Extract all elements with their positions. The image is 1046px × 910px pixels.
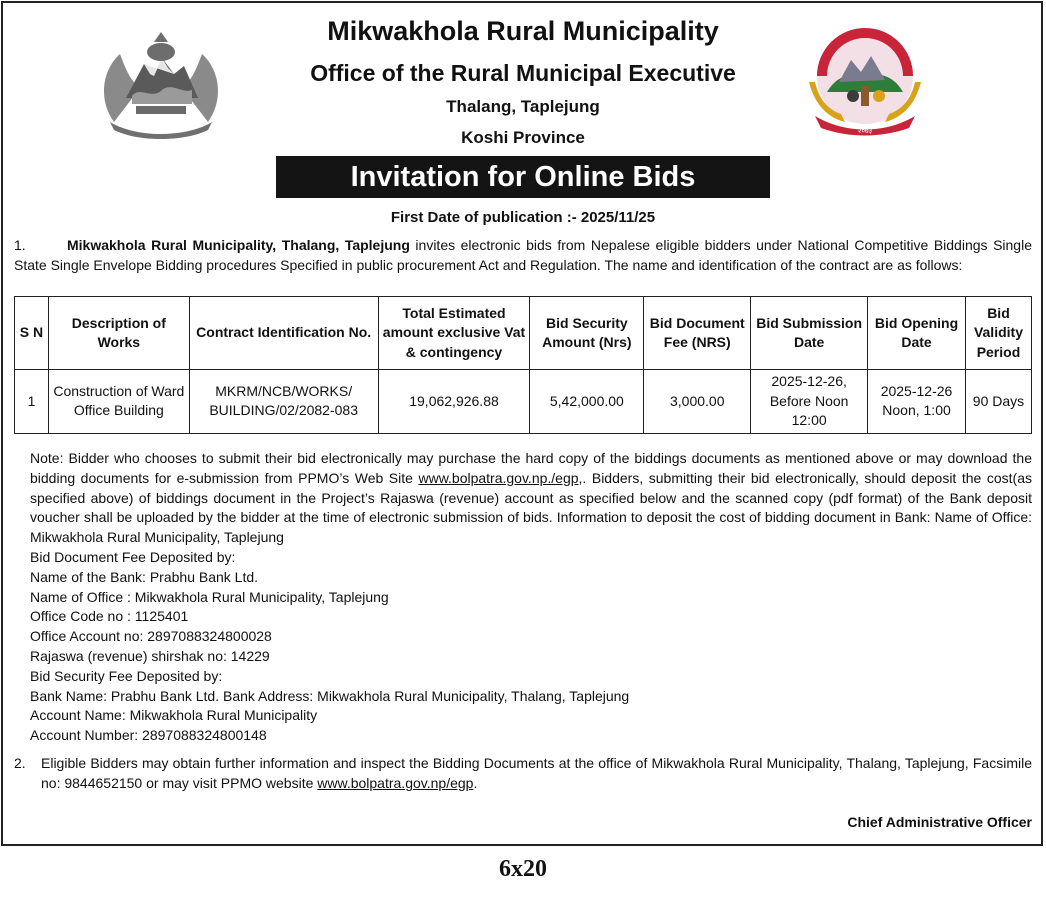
paragraph-2-text [41,753,1032,793]
deposit-line: Office Code no : 1125401 [30,608,189,625]
deposit-line: Account Number: 2897088324800148 [30,727,267,744]
table-header-row [15,297,1032,370]
deposit-line: Bid Document Fee Deposited by: [30,548,236,565]
cell-description: Construction of Ward Office Building [48,370,189,434]
col-header-sn: S N [15,297,49,370]
note-text-2: ,. Bidders, submitting their bid electronically, should deposit the cost(as specified above) of biddings document in the Project’s Rajaswa (revenue) account as specified below and the scanned copy (pdf format) of the Bank deposit voucher shall be uploaded by the bidder at the time of electronic submission of bids. Information to deposit the cost of bidding document in Bank: Name of Office: Mikwakhola Rural Municipality, Taplejung [30,469,1032,546]
deposit-line: Bid Security Fee Deposited by: [30,667,223,684]
col-header-contract-id: Contract Identification No. [189,297,378,370]
note-section [30,449,1032,746]
signatory-title: Chief Administrative Officer [847,814,1032,830]
municipality-name: Mikwakhola Rural Municipality [327,16,719,46]
deposit-line: Bank Name: Prabhu Bank Ltd. Bank Address: Mikwakhola Rural Municipality, Thalang, Taplejung [30,687,630,704]
paragraph-number: 2. [14,755,26,771]
notice-title-banner: Invitation for Online Bids [276,156,770,198]
deposit-line: Name of Office : Mikwakhola Rural Municipality, Taplejung [30,588,389,605]
office-name: Office of the Rural Municipal Executive [310,60,736,86]
deposit-line: Name of the Bank: Prabhu Bank Ltd. [30,568,259,585]
svg-text:२०७३: २०७३ [857,127,873,135]
office-location: Thalang, Taplejung [446,97,600,116]
paragraph-1-text: invites electronic bids from Nepalese eligible bidders under National Competitive Biddings Single State Single Envelope Bidding procedures Specified in public procurement Act and Regulation. The name and identification of the contract are as follows: [14,237,1032,273]
note-text-1: Note: Bidder who chooses to submit their bid electronically may purchase the hard copy of the biddings documents as mentioned above or may download the bidding documents for e-submission from PPMO’s Web Site [30,450,1032,486]
col-header-description: Description of Works [48,297,189,370]
deposit-line: Account Name: Mikwakhola Rural Municipality [30,707,318,724]
paragraph-2 [14,753,1032,793]
cell-opening-date: 2025-12-26 Noon, 1:00 [868,370,966,434]
paragraph-2-tail: . [473,775,478,791]
ppmo-link[interactable]: www.bolpatra.gov.np./egp [418,469,579,486]
cell-submission-date: 2025-12-26, Before Noon 12:00 [751,370,868,434]
note-paragraph [30,449,1032,548]
paragraph-number: 1. [14,237,26,253]
ppmo-website-link[interactable]: www.bolpatra.gov.np/egp [317,775,474,791]
cell-validity: 90 Days [965,370,1031,434]
col-header-estimated-amount: Total Estimated amount exclusive Vat & contingency [378,297,530,370]
col-header-bid-security: Bid Security Amount (Nrs) [530,297,644,370]
publication-date: First Date of publication :- 2025/11/25 [390,209,656,226]
cell-contract-id: MKRM/NCB/WORKS/ BUILDING/02/2082-083 [189,370,378,434]
deposit-line: Rajaswa (revenue) shirshak no: 14229 [30,647,270,664]
col-header-opening-date: Bid Opening Date [868,297,966,370]
province-name: Koshi Province [461,128,585,147]
deposit-line: Office Account no: 2897088324800028 [30,628,272,645]
ad-size-label: 6x20 [499,856,547,882]
paragraph-1 [14,236,1032,275]
contract-table [14,296,1032,434]
cell-bid-security: 5,42,000.00 [530,370,644,434]
cell-document-fee: 3,000.00 [644,370,751,434]
cell-estimated-amount: 19,062,926.88 [378,370,530,434]
bidder-entity: Mikwakhola Rural Municipality, Thalang, Taplejung [67,237,410,253]
col-header-document-fee: Bid Document Fee (NRS) [644,297,751,370]
paragraph-2-body: Eligible Bidders may obtain further information and inspect the Bidding Documents at the office of Mikwakhola Rural Municipality, Thalang, Taplejung, Facsimile no: 9844652150 or may visit PPMO website [41,755,1032,791]
cell-sn: 1 [15,370,49,434]
col-header-submission-date: Bid Submission Date [751,297,868,370]
col-header-validity: Bid Validity Period [965,297,1031,370]
table-row [15,370,1032,434]
